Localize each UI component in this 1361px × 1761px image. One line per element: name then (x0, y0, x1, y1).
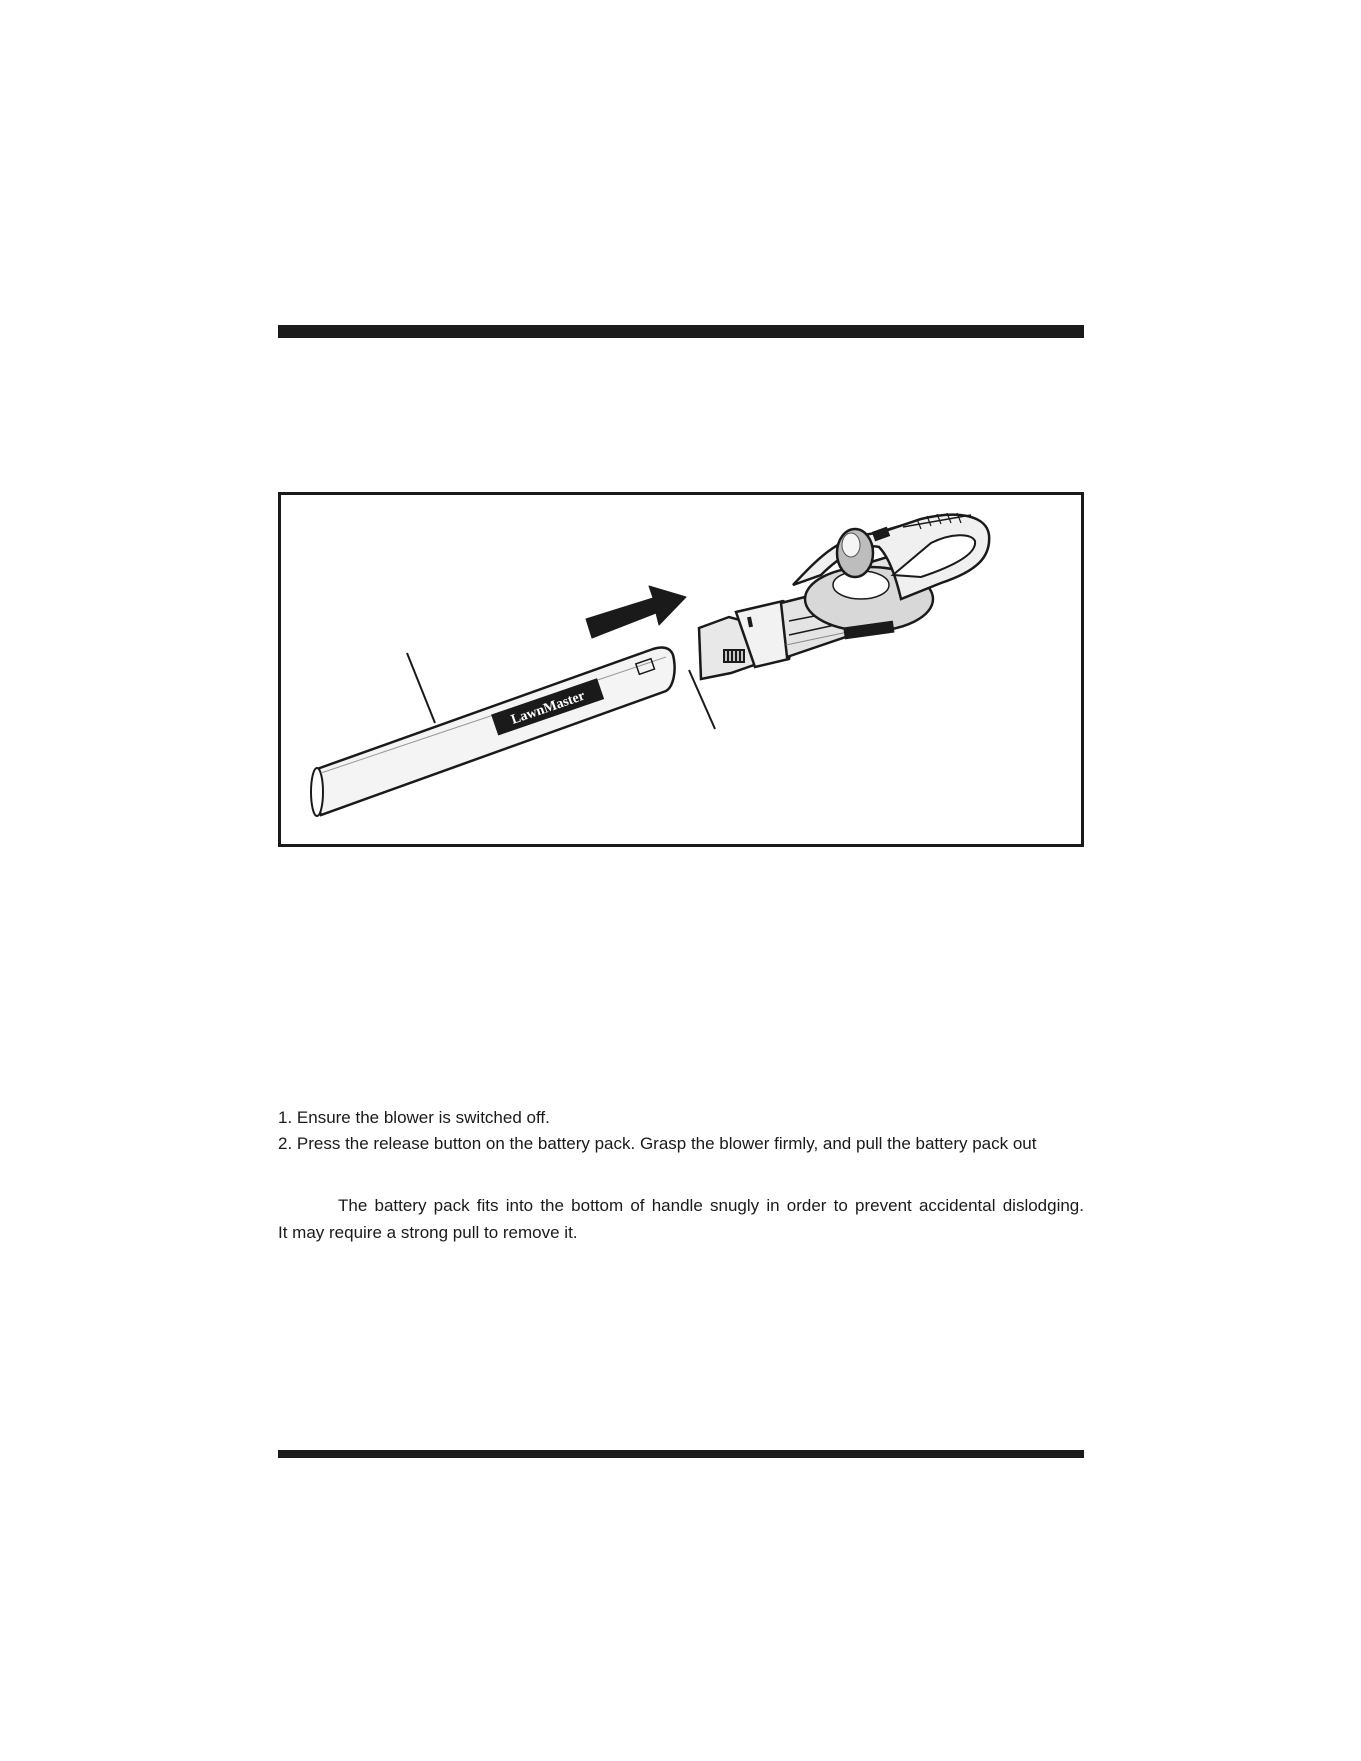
note-line-1: The battery pack fits into the bottom of handle snugly in order to prevent accidental dislodging. (338, 1196, 1084, 1215)
blower-tube (311, 647, 675, 816)
note-line-2: It may require a strong pull to remove it. (278, 1223, 578, 1242)
step-2-text: 2. Press the release button on the battery pack. Grasp the blower firmly, and pull the battery pack out (278, 1134, 1037, 1153)
assembly-figure (278, 492, 1084, 847)
bottom-rule (278, 1450, 1084, 1458)
blower-body (699, 513, 989, 679)
step-1-text: 1. Ensure the blower is switched off. (278, 1108, 550, 1127)
insert-arrow-icon (586, 586, 686, 638)
leader-line-tube (407, 653, 435, 723)
assembly-illustration (281, 495, 1081, 844)
top-rule (278, 325, 1084, 338)
tube-brand-text: LawnMaster (509, 688, 587, 728)
